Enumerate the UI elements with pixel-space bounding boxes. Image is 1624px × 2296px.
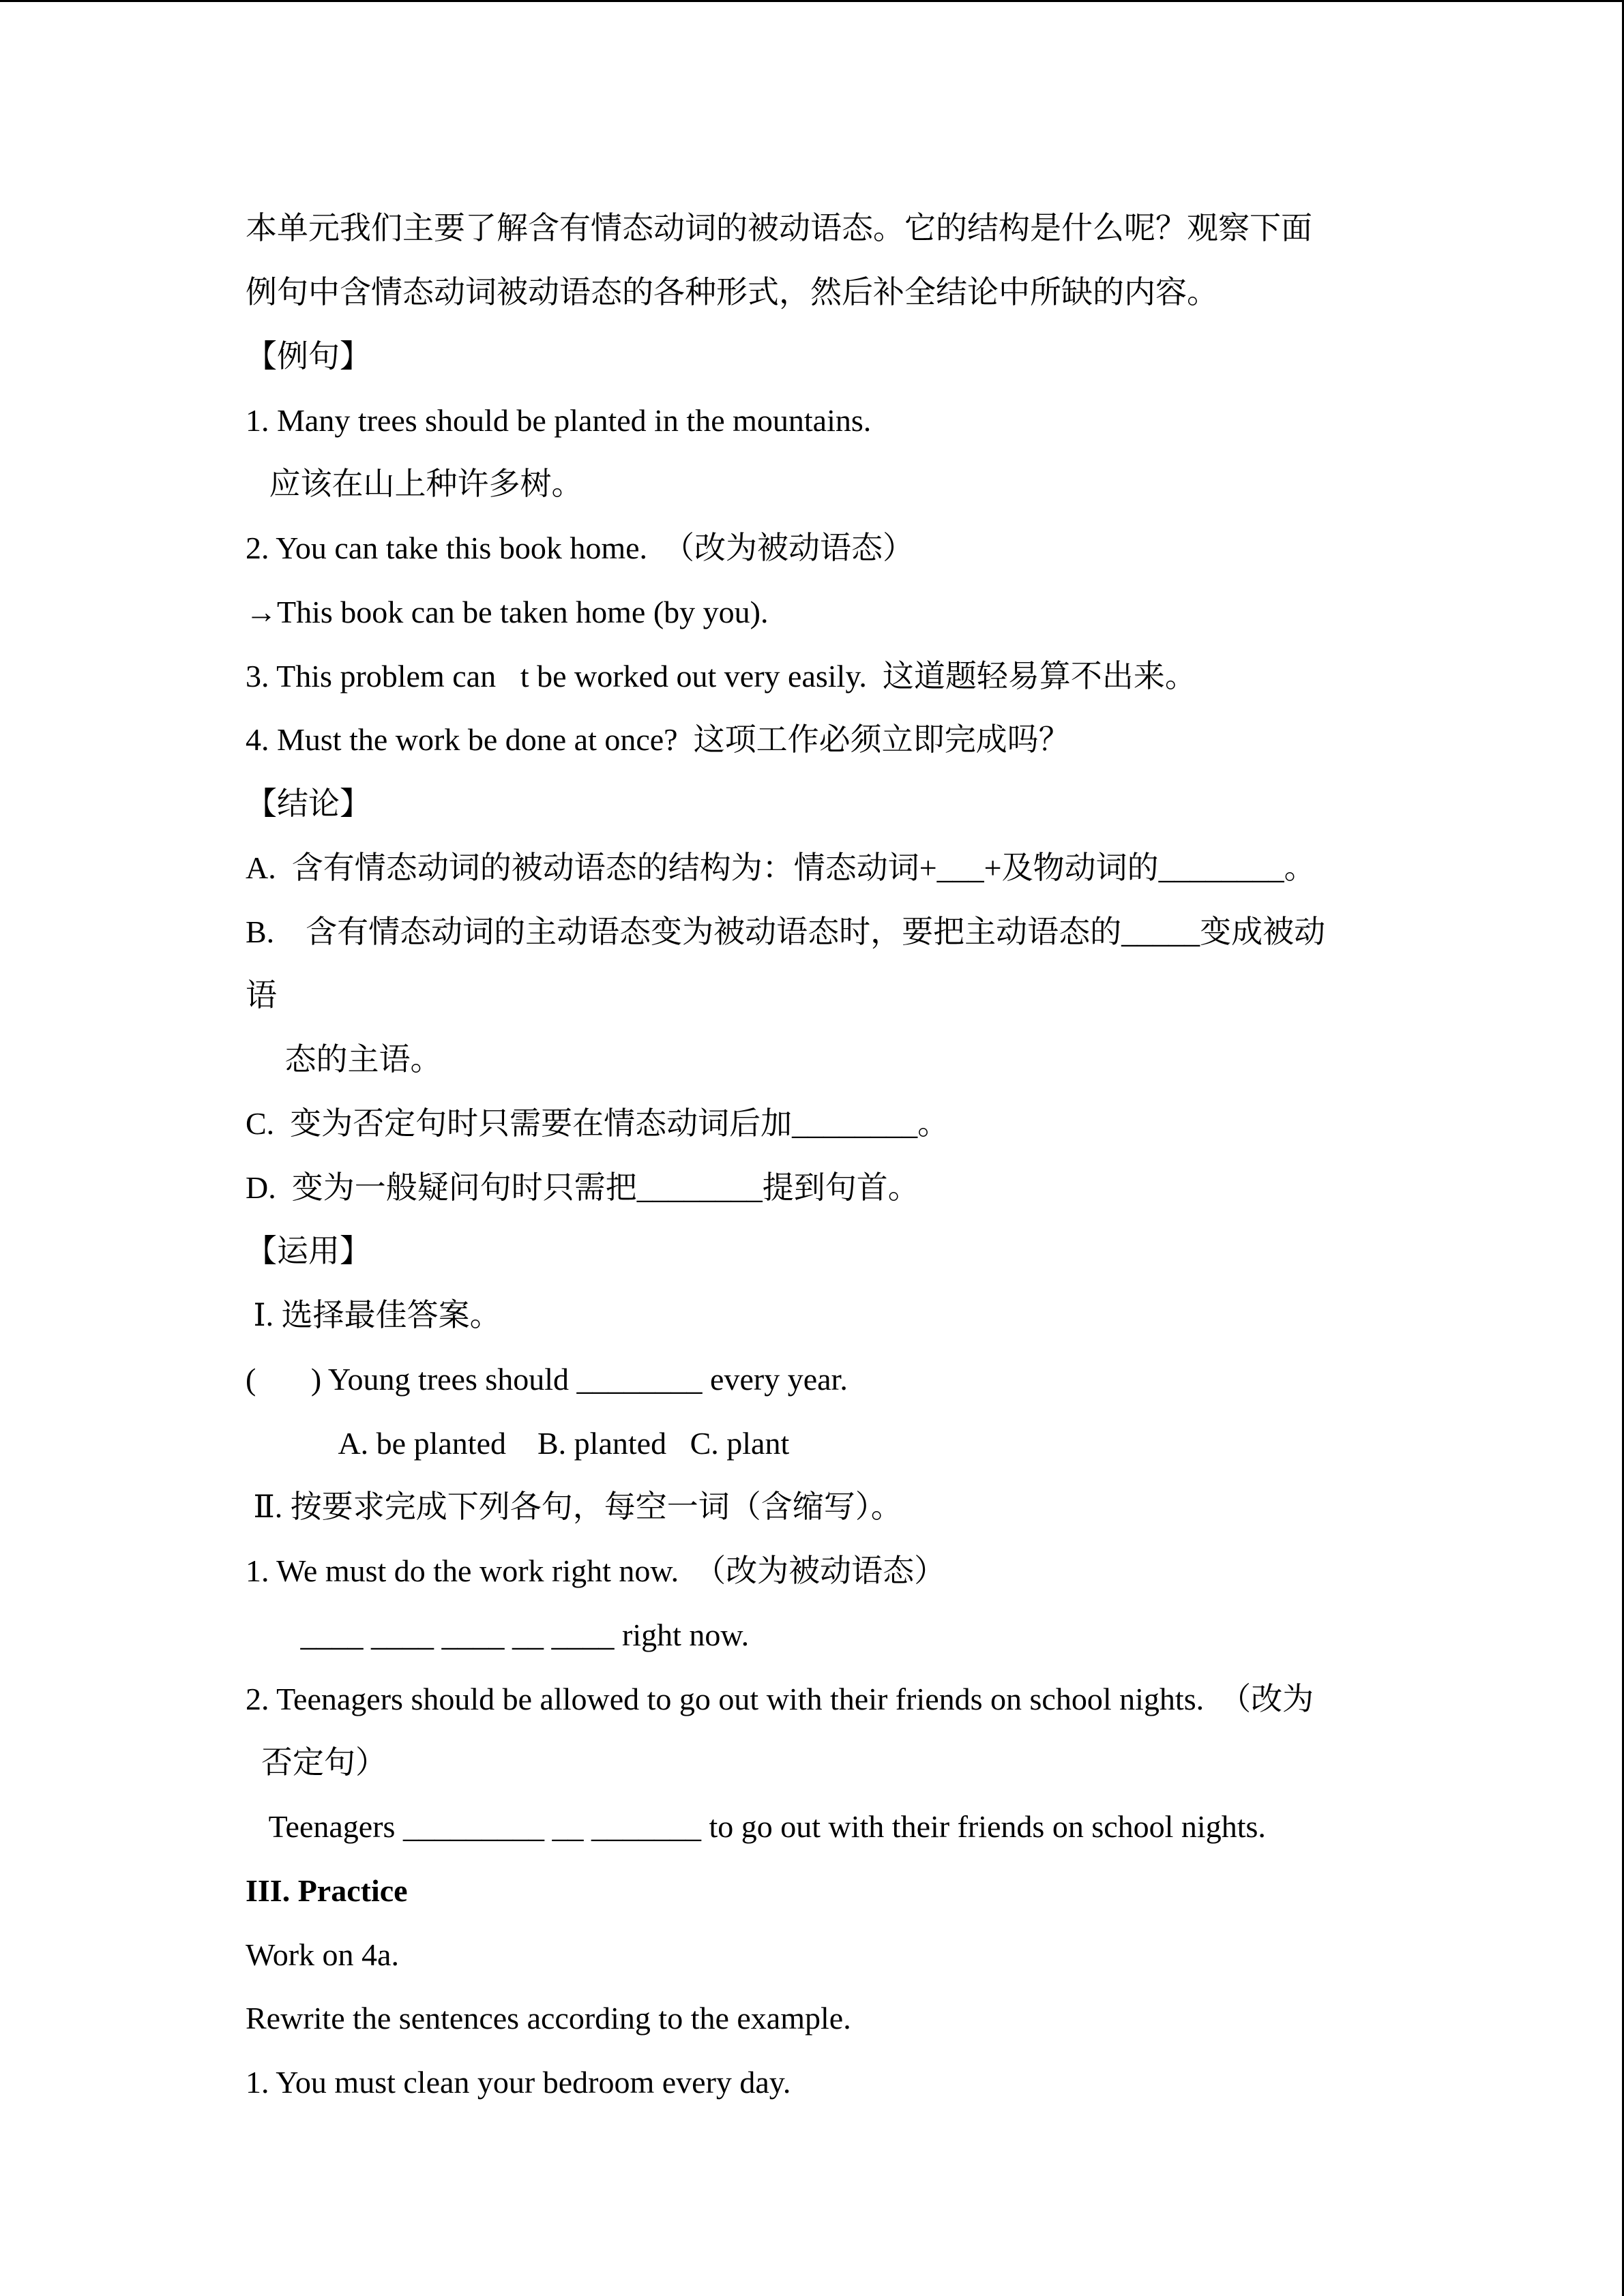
exercise-1-question: ( ) Young trees should ________ every year. [246,1362,848,1397]
exercise-2-q1: 1. We must do the work right now. （改为被动语态） [246,1553,946,1588]
exercise-2-q2: 2. Teenagers should be allowed to go out with their friends on school nights. （改为 [246,1682,1314,1716]
conclusion-b-cont: 态的主语。 [246,1042,442,1077]
conclusion-c: C. 变为否定句时只需要在情态动词后加________。 [246,1106,949,1141]
conclusion-heading: 【结论】 [246,786,371,821]
conclusion-b-wrap: 语 [246,978,277,1013]
practice-instruction-2: Rewrite the sentences according to the example. [246,2001,851,2036]
intro-line-2: 例句中含情态动词被动语态的各种形式，然后补全结论中所缺的内容。 [246,275,1218,310]
example-3: 3. This problem can t be worked out very easily. 这道题轻易算不出来。 [246,659,1196,694]
example-2: 2. You can take this book home. （改为被动语态） [246,531,915,565]
intro-line-1: 本单元我们主要了解含有情态动词的被动语态。它的结构是什么呢？观察下面 [246,211,1312,245]
examples-heading: 【例句】 [246,339,371,374]
exercise-2-q2-blanks: Teenagers _________ __ _______ to go out with their friends on school nights. [246,1809,1266,1844]
example-4: 4. Must the work be done at once? 这项工作必须立即完成吗？ [246,722,1070,757]
page-top-border [0,0,1624,2]
conclusion-a: A. 含有情态动词的被动语态的结构为：情态动词+___+及物动词的________。 [246,850,1316,885]
exercise-1-heading: Ⅰ. 选择最佳答案。 [246,1298,501,1332]
conclusion-b: B. 含有情态动词的主动语态变为被动语态时，要把主动语态的_____变成被动 [246,914,1326,949]
practice-instruction-1: Work on 4a. [246,1937,399,1972]
practice-item-1: 1. You must clean your bedroom every day. [246,2065,791,2100]
exercise-2-q1-blanks: ____ ____ ____ __ ____ right now. [246,1617,750,1652]
conclusion-d: D. 变为一般疑问句时只需把________提到句首。 [246,1170,919,1205]
example-1-translation: 应该在山上种许多树。 [246,466,583,501]
application-heading: 【运用】 [246,1234,371,1268]
exercise-2-heading: Ⅱ. 按要求完成下列各句，每空一词（含缩写）。 [246,1489,902,1524]
exercise-1-options: A. be planted B. planted C. plant [246,1426,790,1461]
exercise-2-q2-wrap: 否定句） [246,1745,387,1780]
practice-heading: III. Practice [246,1873,408,1908]
example-1: 1. Many trees should be planted in the mountains. [246,403,872,438]
example-2-answer: →This book can be taken home (by you). [246,595,769,629]
